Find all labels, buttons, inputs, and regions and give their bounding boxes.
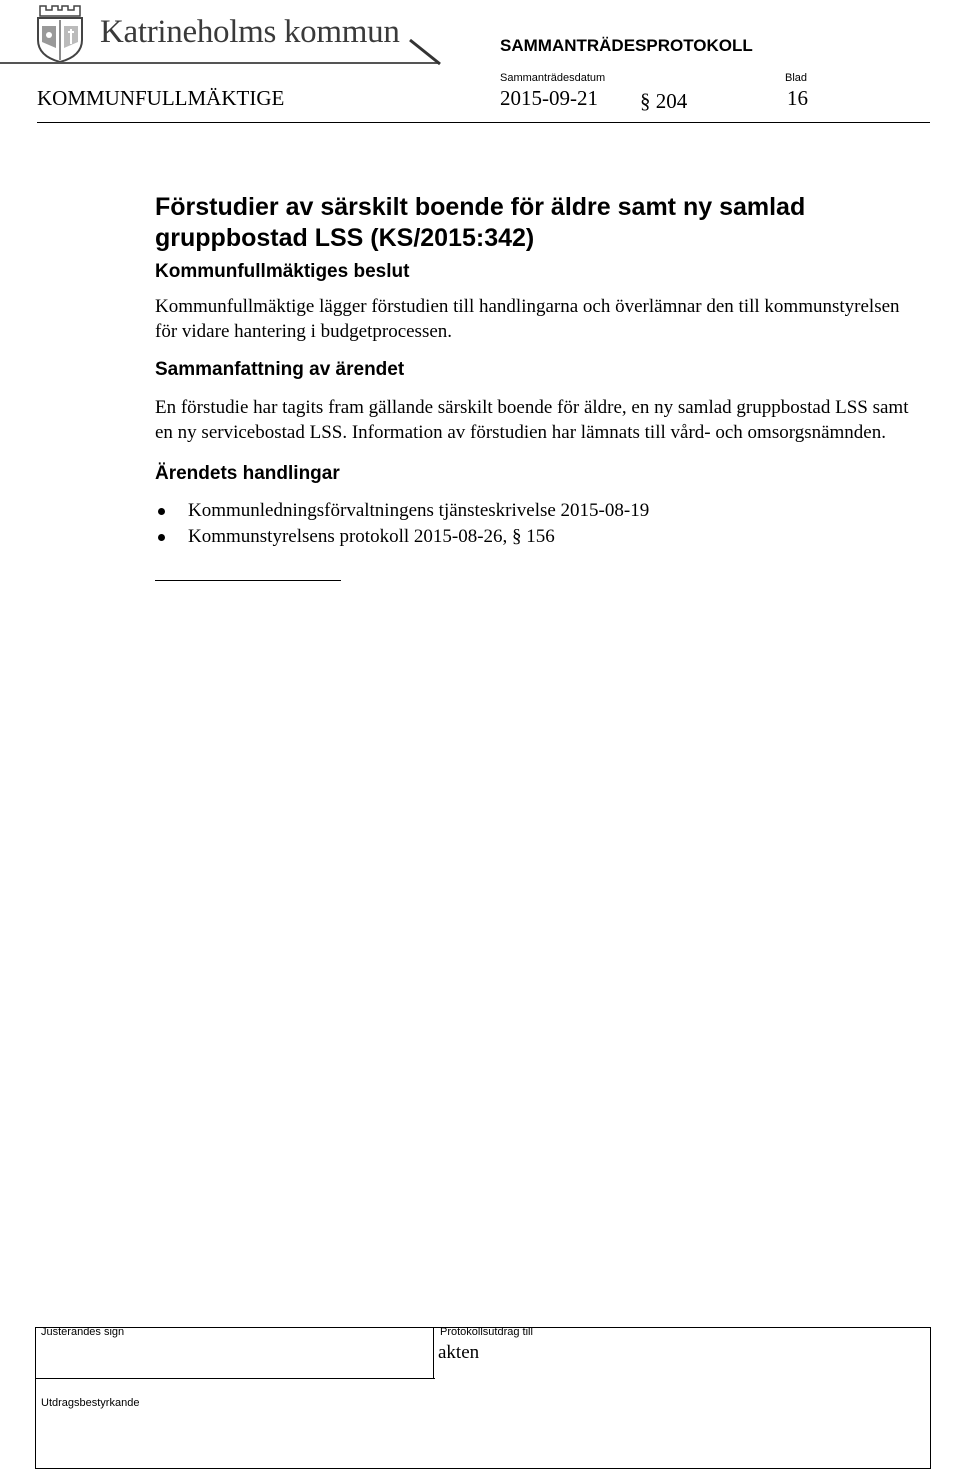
list-item-text: Kommunledningsförvaltningens tjänsteskrivelse 2015-08-19	[188, 500, 650, 521]
case-title: Förstudier av särskilt boende för äldre samt ny samlad gruppbostad LSS (KS/2015:342)	[155, 193, 806, 252]
summary-heading: Sammanfattning av ärendet	[155, 359, 405, 380]
page-number: 16	[787, 86, 808, 110]
document-type: SAMMANTRÄDESPROTOKOLL	[500, 36, 753, 55]
date-label: Sammanträdesdatum	[500, 72, 606, 84]
extract-label: Protokollsutdrag till	[440, 1326, 533, 1338]
municipal-crest-logo	[32, 2, 88, 64]
attestation-label: Utdragsbestyrkande	[41, 1397, 140, 1409]
signature-label: Justerandes sign	[41, 1326, 125, 1338]
logo-slash-mark	[408, 38, 442, 66]
main-content	[155, 192, 915, 581]
municipality-name-text: Katrineholms kommun	[100, 14, 400, 50]
footer-box	[35, 1327, 931, 1469]
municipality-name	[100, 14, 400, 51]
section-number: § 204	[640, 89, 688, 113]
footer-divider-vertical	[433, 1327, 434, 1379]
documents-heading: Ärendets handlingar	[155, 463, 340, 484]
bullet-icon	[158, 508, 165, 515]
summary-text: En förstudie har tagits fram gällande särskilt boende för äldre, en ny samlad gruppbostad LSS samt en ny servicebostad LSS. Information av förstudien har lämnats till vård- och omsorgsnämnden.	[155, 397, 909, 443]
meeting-body: KOMMUNFULLMÄKTIGE	[37, 86, 285, 110]
documents-list	[155, 498, 915, 550]
decision-heading: Kommunfullmäktiges beslut	[155, 261, 410, 282]
end-of-section-rule	[155, 580, 341, 581]
meeting-date: 2015-09-21	[500, 86, 598, 110]
list-item-text: Kommunstyrelsens protokoll 2015-08-26, § 156	[188, 526, 555, 547]
decision-text: Kommunfullmäktige lägger förstudien till handlingarna och överlämnar den till kommunstyrelsen för vidare hantering i budgetprocessen.	[155, 296, 900, 342]
logo-underline	[0, 62, 440, 64]
list-item	[155, 524, 915, 550]
bullet-icon	[158, 534, 165, 541]
footer-divider-horizontal	[35, 1378, 435, 1379]
list-item	[155, 498, 915, 524]
page-label: Blad	[785, 72, 808, 84]
extract-recipient: akten	[438, 1342, 480, 1363]
header-divider	[37, 122, 930, 123]
